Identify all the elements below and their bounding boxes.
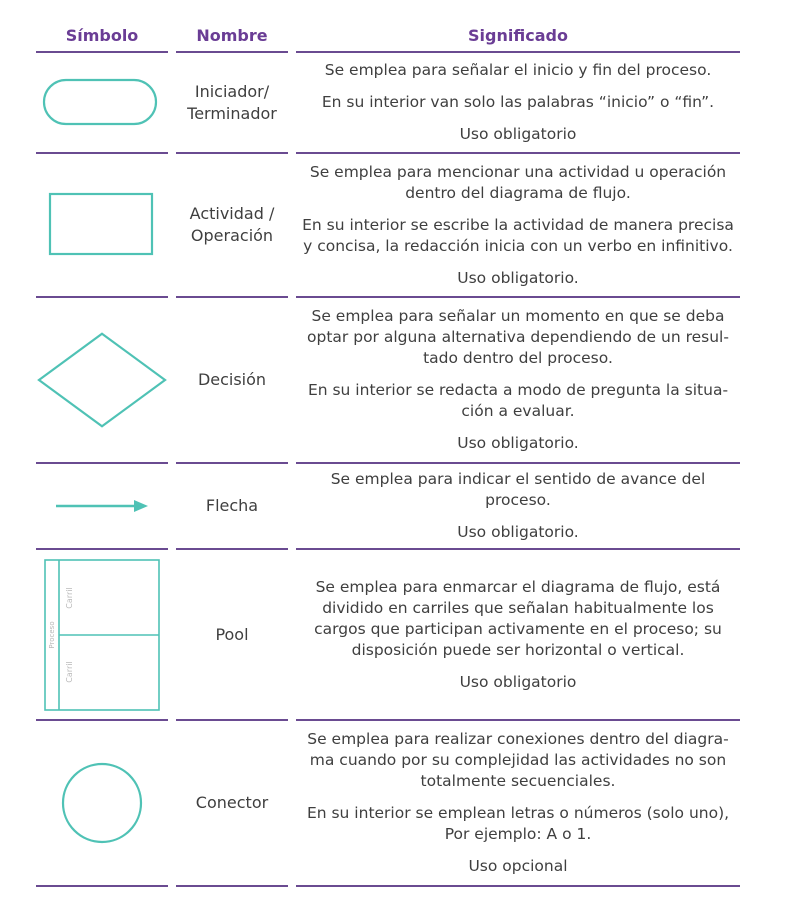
divider bbox=[176, 885, 288, 887]
decision-symbol bbox=[36, 298, 168, 462]
table-row bbox=[0, 721, 806, 885]
meaning-text: En su interior se redacta a modo de pregunta la situa- ción a evaluar. bbox=[307, 381, 729, 420]
process-rectangle-icon bbox=[47, 191, 157, 259]
symbol-meaning bbox=[296, 464, 740, 548]
header-symbol: Símbolo bbox=[65, 26, 139, 45]
symbol-name: Flecha bbox=[205, 496, 259, 515]
pool-label: Proceso bbox=[48, 620, 56, 649]
meaning-text: Se emplea para señalar el inicio y fin del proceso. bbox=[324, 61, 712, 79]
terminator-symbol bbox=[36, 53, 168, 152]
symbol-meaning bbox=[296, 53, 740, 152]
symbol-meaning bbox=[296, 721, 740, 885]
terminator-icon bbox=[42, 78, 162, 128]
pool-icon bbox=[43, 558, 161, 712]
symbol-name: Pool bbox=[215, 624, 249, 644]
process-symbol bbox=[36, 154, 168, 296]
table-row bbox=[0, 464, 806, 548]
table-row bbox=[0, 298, 806, 462]
arrow-symbol bbox=[36, 464, 168, 548]
usage-text: Uso obligatorio bbox=[459, 125, 577, 143]
divider bbox=[36, 885, 168, 887]
meaning-text: En su interior van solo las palabras “inicio” o “fin”. bbox=[321, 93, 715, 111]
meaning-text: Se emplea para señalar un momento en que se deba optar por alguna alternativa dependiendo de un resul- tado dentro del proceso. bbox=[307, 307, 729, 367]
symbol-meaning bbox=[296, 298, 740, 462]
symbol-name: Decisión bbox=[197, 370, 267, 389]
meaning-text: Se emplea para indicar el sentido de avance del proceso. bbox=[330, 470, 706, 509]
pool-symbol bbox=[36, 550, 168, 719]
table-row bbox=[0, 154, 806, 296]
meaning-text: Se emplea para enmarcar el diagrama de flujo, está dividido en carriles que señalan habitualmente los cargos que participan activamente en el proceso; su disposición puede ser horizontal o vertical. bbox=[314, 577, 722, 659]
arrow-right-icon bbox=[54, 498, 150, 514]
table-row bbox=[0, 550, 806, 719]
usage-text: Uso obligatorio bbox=[459, 672, 577, 691]
symbol-name: Actividad / Operación bbox=[189, 204, 275, 245]
header-meaning: Significado bbox=[468, 26, 568, 45]
usage-text: Uso opcional bbox=[468, 857, 568, 875]
connector-circle-icon bbox=[60, 761, 144, 845]
symbol-name: Conector bbox=[195, 793, 269, 812]
meaning-text: En su interior se escribe la actividad de manera precisa y concisa, la redacción inicia con un verbo en infinitivo. bbox=[302, 215, 734, 255]
usage-text: Uso obligatorio. bbox=[457, 523, 579, 541]
lane-label: Carril bbox=[65, 660, 74, 683]
header-name: Nombre bbox=[196, 26, 268, 45]
lane-label: Carril bbox=[65, 586, 74, 609]
table-row bbox=[0, 53, 806, 152]
connector-symbol bbox=[36, 721, 168, 885]
usage-text: Uso obligatorio. bbox=[457, 268, 579, 287]
meaning-text: Se emplea para realizar conexiones dentro del diagra- ma cuando por su complejidad las actividades no son totalmente secuenciales. bbox=[307, 730, 729, 790]
symbol-meaning bbox=[296, 550, 740, 719]
symbol-name: Iniciador/ Terminador bbox=[187, 81, 277, 123]
divider bbox=[296, 885, 740, 887]
usage-text: Uso obligatorio. bbox=[457, 434, 579, 452]
symbol-meaning bbox=[296, 154, 740, 296]
meaning-text: Se emplea para mencionar una actividad u operación dentro del diagrama de flujo. bbox=[309, 162, 727, 202]
decision-diamond-icon bbox=[36, 330, 168, 430]
meaning-text: En su interior se emplean letras o números (solo uno), Por ejemplo: A o 1. bbox=[306, 804, 730, 843]
